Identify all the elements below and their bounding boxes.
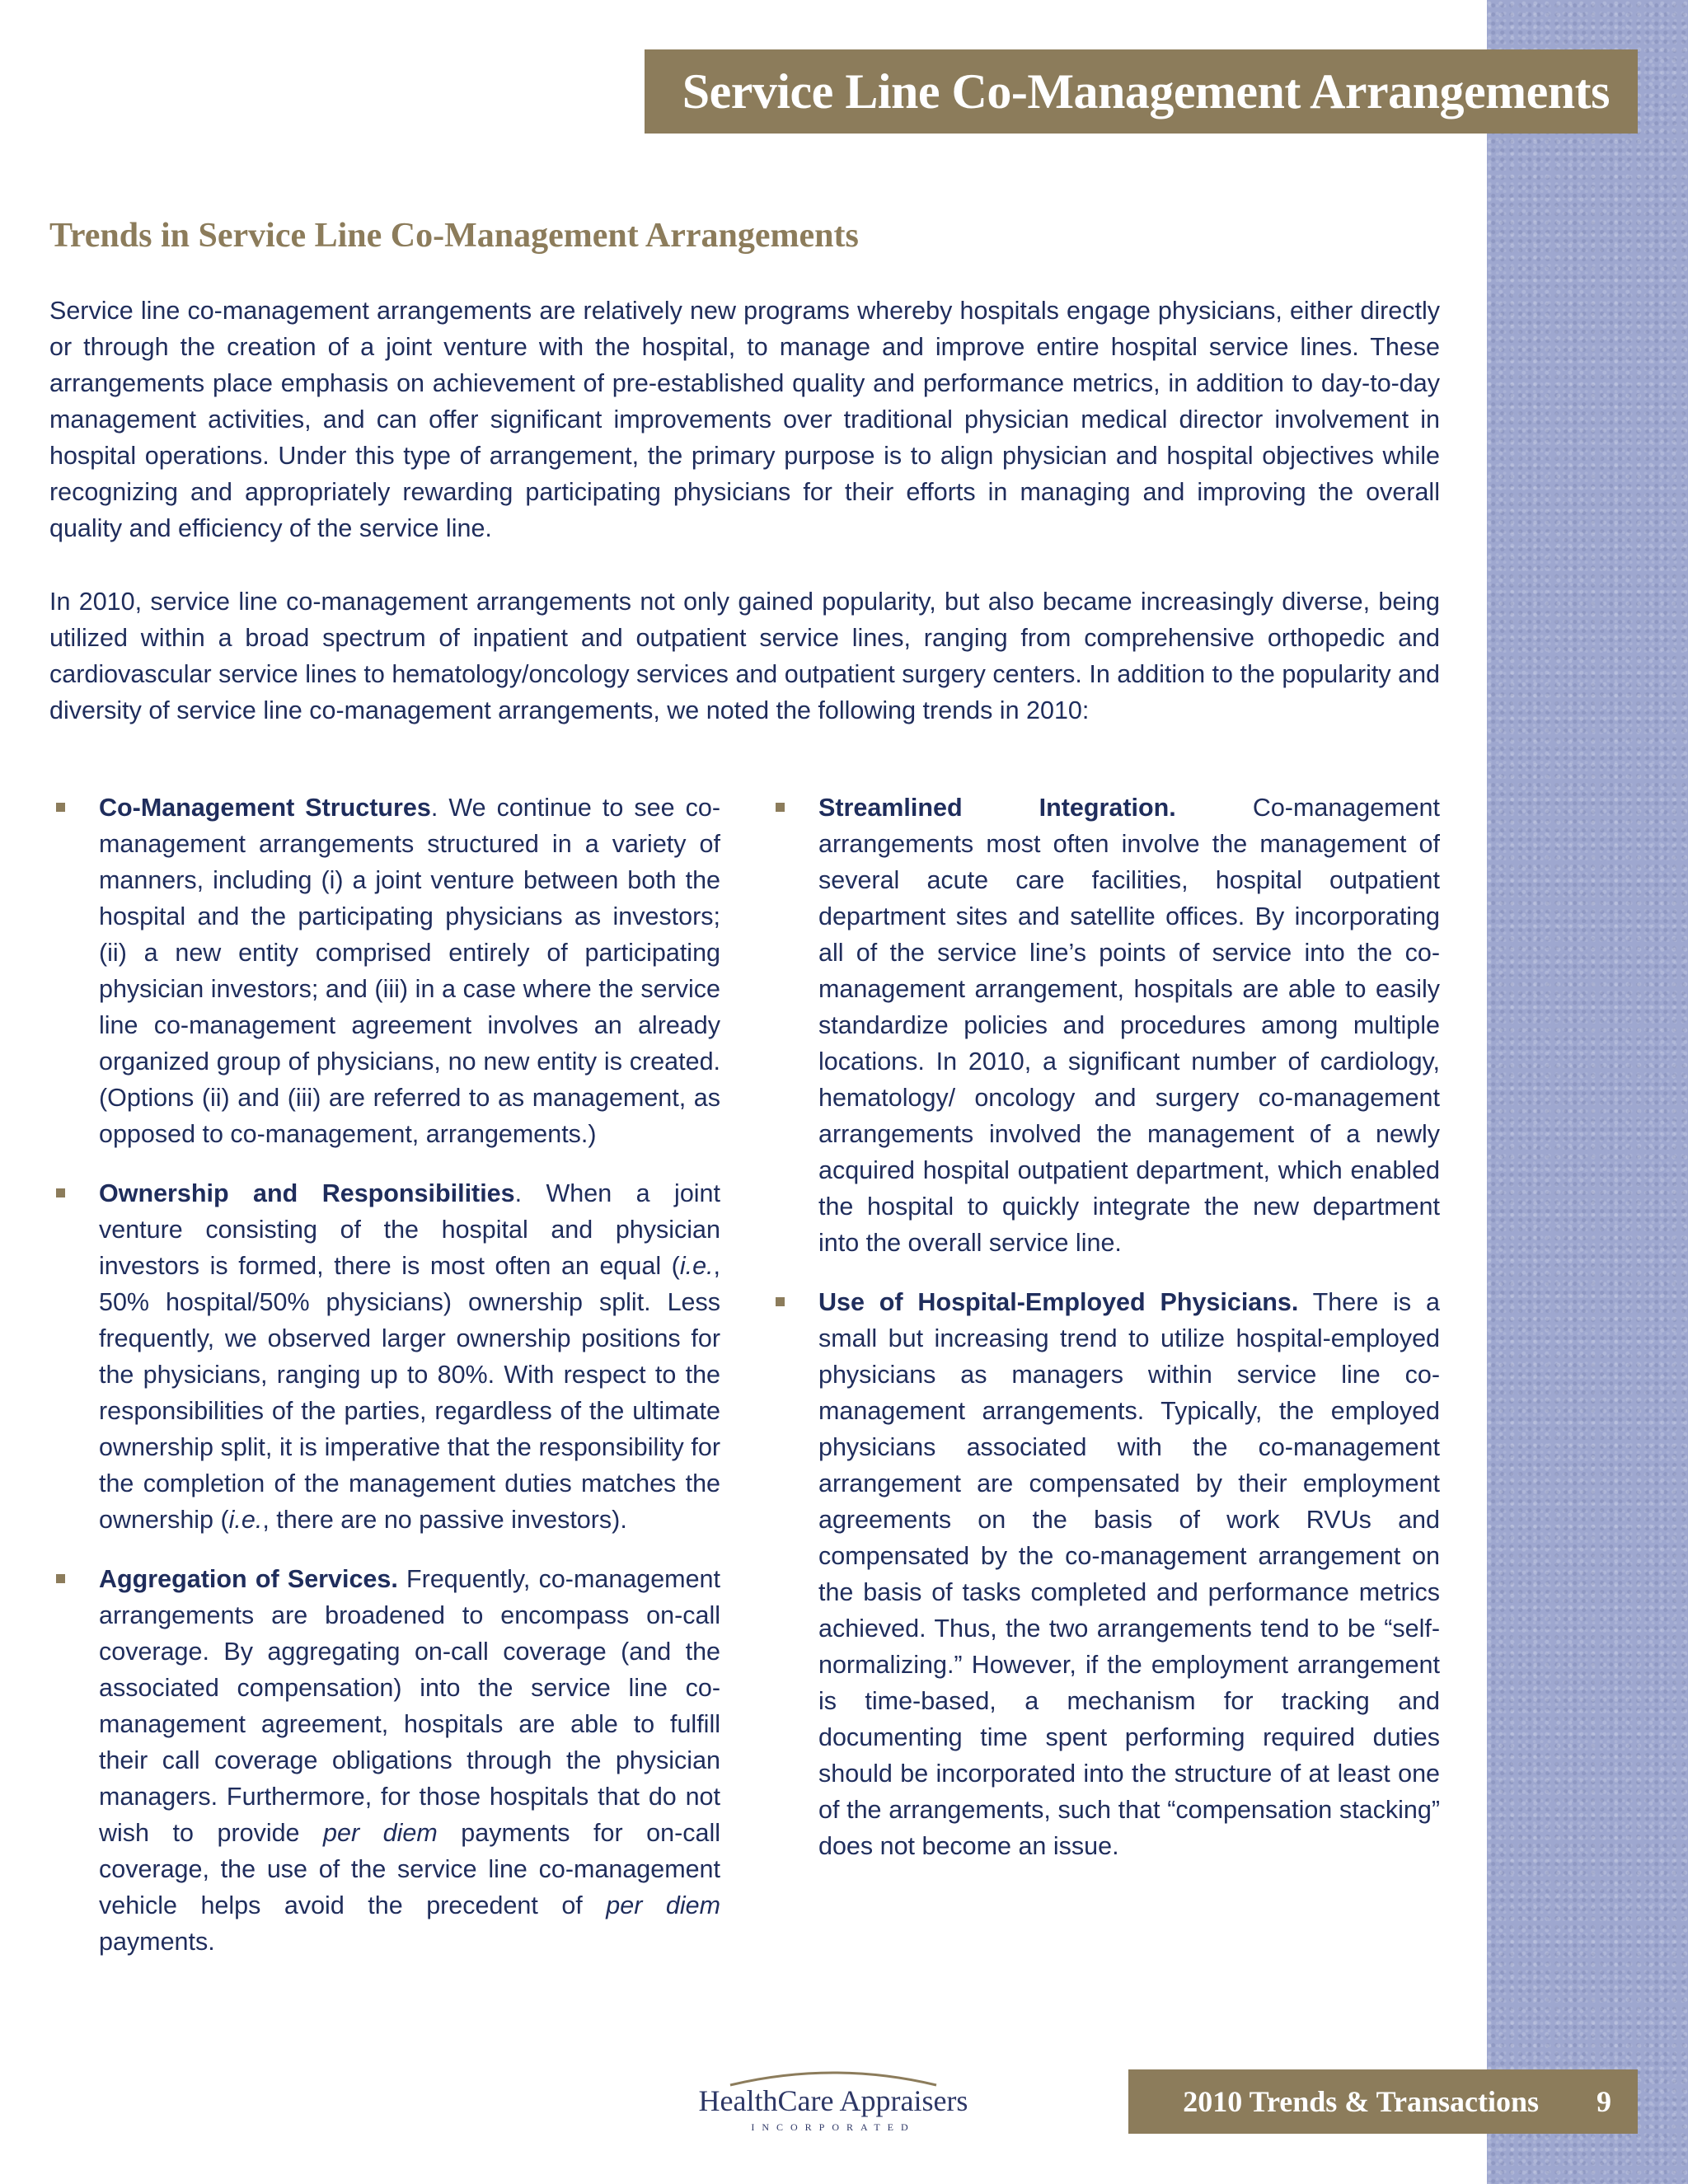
- bullet-title: Use of Hospital-Employed Physicians.: [818, 1288, 1299, 1316]
- bullet-title: Ownership and Responsibilities: [99, 1179, 515, 1207]
- logo-subtitle: INCORPORATED: [751, 2121, 916, 2133]
- square-bullet-icon: [56, 1574, 65, 1583]
- decorative-side-strip: [1487, 0, 1688, 2184]
- page-title: Service Line Co-Management Arrangements: [682, 63, 1610, 119]
- bullet-text: . We continue to see co-management arrangements structured in a variety of manners, including (i) a joint venture between both the hospital and the participating physicians as investors; (ii) a new entity comprised entirely of participating physician investors; and (iii) in a case where the service line co-management agreement involves an already organized group of physicians, no new entity is created. (Options (ii) and (iii) are referred to as management, as opposed to co-management, arrangements.): [99, 794, 720, 1148]
- italic-text: i.e.: [228, 1506, 263, 1534]
- footer-banner: [1128, 2069, 1638, 2134]
- bullet-text: , 50% hospital/50% physicians) ownership split. Less frequently, we observed larger ownership positions for the physicians, ranging up to 80%. With respect to the responsibilities of the parties, regardless of the ultimate ownership split, it is imperative that the responsibility for the completion of the management duties matches the ownership (: [99, 1252, 720, 1534]
- square-bullet-icon: [56, 803, 65, 812]
- bullet-item-ownership-and-responsibilities: [49, 1175, 720, 1538]
- logo-wordmark: HealthCare Appraisers: [698, 2084, 968, 2117]
- intro-paragraph: Service line co-management arrangements are relatively new programs whereby hospitals engage physicians, either directly or through the creation of a joint venture with the hospital, to manage and improve entire hospital service lines. These arrangements place emphasis on achievement of pre-established quality and performance metrics, in addition to day-to-day management activities, and can offer significant improvements over traditional physician medical director involvement in hospital operations. Under this type of arrangement, the primary purpose is to align physician and hospital objectives while recognizing and appropriately rewarding participating physicians for their efforts in managing and improving the overall quality and efficiency of the service line.: [49, 297, 1440, 542]
- bullet-item-streamlined-integration: [769, 790, 1440, 1261]
- bullet-title: Aggregation of Services.: [99, 1565, 398, 1593]
- company-logo: [689, 2067, 978, 2133]
- publication-title: 2010 Trends & Transactions: [1183, 2085, 1539, 2118]
- section-heading: Trends in Service Line Co-Management Arrangements: [49, 217, 859, 255]
- italic-text: i.e.: [679, 1252, 714, 1280]
- square-bullet-icon: [776, 1297, 785, 1306]
- bullet-text: Frequently, co-management arrangements are broadened to encompass on-call coverage. By aggregating on-call coverage (and the associated compensation) into the service line co-management agreement, hospitals are able to fulfill their call coverage obligations through the physician managers. Furthermore, for those hospitals that do not wish to provide: [99, 1565, 720, 1847]
- page-number: 9: [1597, 2085, 1611, 2118]
- italic-text: per diem: [323, 1819, 438, 1847]
- square-bullet-icon: [776, 803, 785, 812]
- bullet-title: Streamlined Integration.: [818, 794, 1176, 822]
- square-bullet-icon: [56, 1188, 65, 1197]
- trends-paragraph: In 2010, service line co-management arrangements not only gained popularity, but also became increasingly diverse, being utilized within a broad spectrum of inpatient and outpatient service lines, ranging from comprehensive orthopedic and cardiovascular service lines to hematology/oncology services and outpatient surgery centers. In addition to the popularity and diversity of service line co-management arrangements, we noted the following trends in 2010:: [49, 588, 1440, 724]
- title-banner: [645, 49, 1638, 134]
- bullet-item-use-of-hospital-employed-physicians: [769, 1284, 1440, 1864]
- bullet-text: . When a joint venture consisting of the hospital and physician investors is formed, there is most often an equal (: [99, 1179, 720, 1280]
- right-bullet-column: [769, 790, 1440, 1887]
- bullet-text: There is a small but increasing trend to utilize hospital-employed physicians as managers within service line co-management arrangements. Typically, the employed physicians associated with the co-management arrangement are compensated by their employment agreements on the basis of work RVUs and compensated by the co-management arrangement on the basis of tasks completed and performance metrics achieved. Thus, the two arrangements tend to be “self-normalizing.” However, if the employment arrangement is time-based, a mechanism for tracking and documenting time spent performing required duties should be incorporated into the structure of at least one of the arrangements, such that “compensation stacking” does not become an issue.: [818, 1288, 1440, 1860]
- bullet-text: payments.: [99, 1928, 215, 1956]
- left-bullet-column: [49, 790, 720, 1983]
- bullet-text: Co-management arrangements most often involve the management of several acute care facilities, hospital outpatient department sites and satellite offices. By incorporating all of the service line’s points of service into the co-management arrangement, hospitals are able to easily standardize policies and procedures among multiple locations. In 2010, a significant number of cardiology, hematology/ oncology and surgery co-management arrangements involved the management of a newly acquired hospital outpatient department, which enabled the hospital to quickly integrate the new department into the overall service line.: [818, 794, 1440, 1257]
- bullet-text: , there are no passive investors).: [262, 1506, 627, 1534]
- bullet-item-co-management-structures: [49, 790, 720, 1152]
- bullet-title: Co-Management Structures: [99, 794, 431, 822]
- bullet-item-aggregation-of-services: [49, 1561, 720, 1960]
- italic-text: per diem: [606, 1891, 720, 1919]
- bullet-text: payments for on-call coverage, the use of the service line co-management vehicle helps avoid the precedent of: [99, 1819, 720, 1919]
